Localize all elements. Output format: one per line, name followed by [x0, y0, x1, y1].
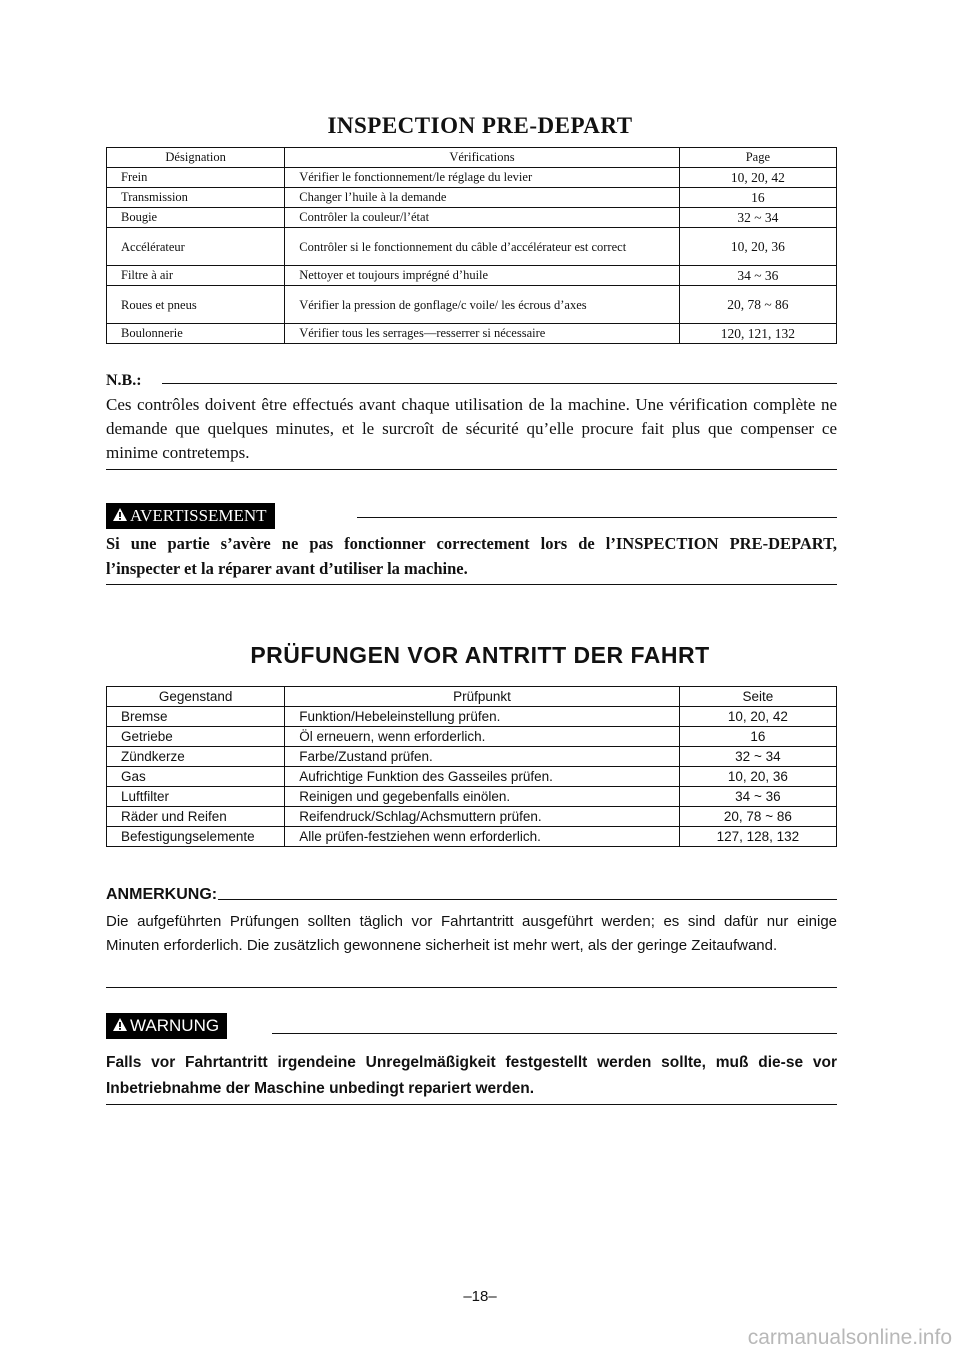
cell-item: Befestigungselemente — [107, 827, 285, 847]
cell-page: 34 ~ 36 — [679, 266, 836, 286]
cell-page: 10, 20, 42 — [679, 707, 836, 727]
cell-item: Frein — [107, 168, 285, 188]
table-row — [107, 807, 837, 827]
table-row — [107, 727, 837, 747]
cell-check: Vérifier tous les serrages—resserrer si nécessaire — [285, 324, 680, 344]
cell-check: Reinigen und gegebenfalls einölen. — [285, 787, 680, 807]
de-inspection-table — [106, 686, 837, 847]
cell-check: Farbe/Zustand prüfen. — [285, 747, 680, 767]
cell-check: Vérifier la pression de gonflage/c voile/ les écrous d’axes — [285, 286, 680, 324]
de-warning-rule — [272, 1033, 837, 1034]
de-note-text: Die aufgeführten Prüfungen sollten täglich vor Fahrtantritt ausgeführt werden; es sind dafür nur einige Minuten erforderlich. Die zusätzlich gewonnene sicherheit ist mehr wert, als der geringe Zeitaufwand. — [106, 913, 837, 954]
table-row — [107, 168, 837, 188]
header-page: Page — [679, 148, 836, 168]
fr-note-text: Ces contrôles doivent être effectués avant chaque utilisation de la machine. Une vérification complète ne demande que quelques minutes, et le surcroît de sécurité qu’elle procure fait plus que compenser ce minime contretemps. — [106, 395, 837, 462]
header-pruefpunkt: Prüfpunkt — [285, 687, 680, 707]
table-row — [107, 208, 837, 228]
page-number: –18– — [463, 1288, 497, 1305]
cell-check: Contrôler la couleur/l’état — [285, 208, 680, 228]
de-note-end-rule — [106, 987, 837, 988]
de-warning-end-rule — [106, 1104, 837, 1105]
cell-item: Filtre à air — [107, 266, 285, 286]
cell-check: Nettoyer et toujours imprégné d’huile — [285, 266, 680, 286]
fr-warning-badge — [106, 503, 275, 529]
cell-page: 120, 121, 132 — [679, 324, 836, 344]
de-warning-badge — [106, 1013, 227, 1039]
cell-check: Alle prüfen-festziehen wenn erforderlich. — [285, 827, 680, 847]
cell-check: Aufrichtige Funktion des Gasseiles prüfen. — [285, 767, 680, 787]
table-row — [107, 767, 837, 787]
cell-page: 34 ~ 36 — [679, 787, 836, 807]
cell-item: Getriebe — [107, 727, 285, 747]
table-row — [107, 827, 837, 847]
fr-warning-end-rule — [106, 584, 837, 585]
cell-check: Changer l’huile à la demande — [285, 188, 680, 208]
header-gegenstand: Gegenstand — [107, 687, 285, 707]
de-warning-label: WARNUNG — [130, 1016, 220, 1035]
cell-item: Räder und Reifen — [107, 807, 285, 827]
table-row — [107, 747, 837, 767]
fr-note-end-rule — [106, 469, 837, 470]
cell-page: 127, 128, 132 — [679, 827, 836, 847]
fr-inspection-table — [106, 147, 837, 344]
table-row — [107, 228, 837, 266]
cell-item: Bougie — [107, 208, 285, 228]
table-row — [107, 707, 837, 727]
watermark-credit: carmanualsonline.info — [747, 1326, 952, 1349]
cell-page: 10, 20, 42 — [679, 168, 836, 188]
fr-warning-label: AVERTISSEMENT — [130, 506, 267, 525]
cell-page: 20, 78 ~ 86 — [679, 807, 836, 827]
cell-page: 16 — [679, 727, 836, 747]
warning-triangle-icon — [112, 504, 128, 530]
de-note-label: ANMERKUNG: — [106, 886, 218, 903]
table-header-row — [107, 687, 837, 707]
cell-page: 10, 20, 36 — [679, 228, 836, 266]
table-header-row — [107, 148, 837, 168]
cell-item: Luftfilter — [107, 787, 285, 807]
fr-section-title: INSPECTION PRE-DEPART — [327, 113, 633, 138]
table-row — [107, 286, 837, 324]
cell-page: 32 ~ 34 — [679, 747, 836, 767]
fr-note-rule — [162, 383, 837, 384]
cell-item: Zündkerze — [107, 747, 285, 767]
cell-item: Roues et pneus — [107, 286, 285, 324]
cell-item: Gas — [107, 767, 285, 787]
cell-check: Vérifier le fonctionnement/le réglage du levier — [285, 168, 680, 188]
warning-triangle-icon — [112, 1014, 128, 1040]
cell-check: Contrôler si le fonctionnement du câble d’accélérateur est correct — [285, 228, 680, 266]
fr-warning-rule — [357, 517, 837, 518]
header-seite: Seite — [679, 687, 836, 707]
table-row — [107, 188, 837, 208]
cell-check: Reifendruck/Schlag/Achsmuttern prüfen. — [285, 807, 680, 827]
cell-check: Funktion/Hebeleinstellung prüfen. — [285, 707, 680, 727]
cell-item: Transmission — [107, 188, 285, 208]
fr-warning-text: Si une partie s’avère ne pas fonctionner correctement lors de l’INSPECTION PRE-DEPART, l’inspecter et la réparer avant d’utiliser la machine. — [106, 534, 837, 578]
de-note-rule — [218, 899, 837, 900]
cell-check: Öl erneuern, wenn erforderlich. — [285, 727, 680, 747]
cell-page: 16 — [679, 188, 836, 208]
cell-item: Boulonnerie — [107, 324, 285, 344]
fr-note-label: N.B.: — [106, 372, 142, 389]
header-verifications: Vérifications — [285, 148, 680, 168]
cell-item: Bremse — [107, 707, 285, 727]
cell-page: 32 ~ 34 — [679, 208, 836, 228]
table-row — [107, 787, 837, 807]
cell-page: 20, 78 ~ 86 — [679, 286, 836, 324]
table-row — [107, 266, 837, 286]
table-row — [107, 324, 837, 344]
cell-page: 10, 20, 36 — [679, 767, 836, 787]
de-warning-text: Falls vor Fahrtantritt irgendeine Unregelmäßigkeit festgestellt werden sollte, muß die-se vor Inbetriebnahme der Maschine unbedingt repariert werden. — [106, 1054, 837, 1097]
de-section-title: PRÜFUNGEN VOR ANTRITT DER FAHRT — [250, 642, 710, 668]
header-designation: Désignation — [107, 148, 285, 168]
cell-item: Accélérateur — [107, 228, 285, 266]
